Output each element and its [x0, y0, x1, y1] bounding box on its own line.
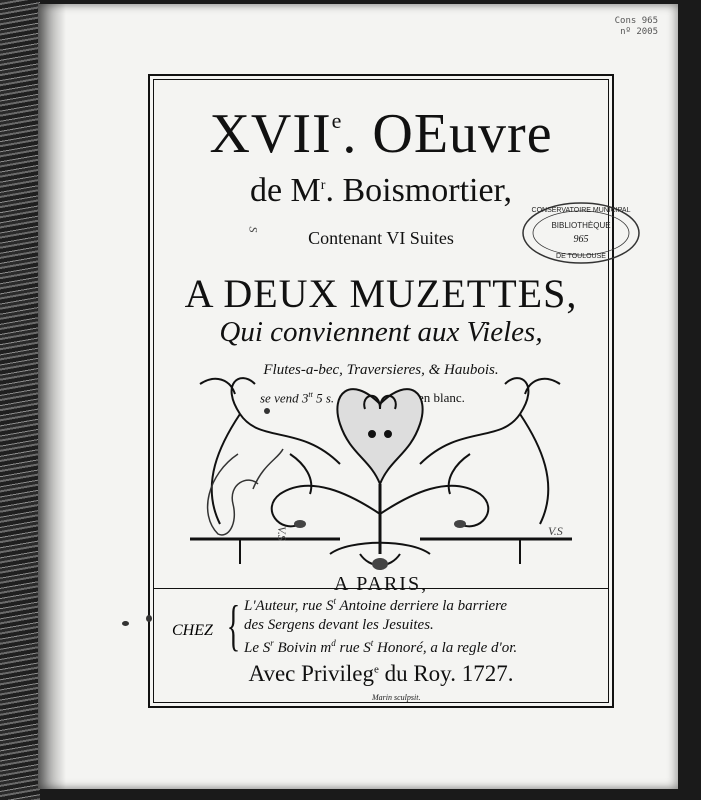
- address-1-tail: Antoine derriere la barriere: [339, 598, 508, 614]
- handwritten-signature: [198, 444, 288, 544]
- chez-label: CHEZ: [172, 622, 213, 639]
- address-3-sup2: d: [331, 638, 336, 648]
- privilege-prefix: Avec Privileg: [248, 661, 374, 686]
- stamp-number: 965: [573, 234, 589, 245]
- shelfmark: [615, 16, 658, 38]
- price-prefix: se vend 3: [260, 390, 309, 406]
- brace-glyph: {: [226, 595, 241, 657]
- price-amount: 5 s.: [316, 390, 335, 406]
- shelfmark-line-1: Cons 965: [614, 16, 658, 26]
- privilege-sup: e: [373, 663, 379, 676]
- stamp-top-text: CONSERVATOIRE MUNICIPAL: [531, 207, 631, 214]
- ink-spot: [264, 408, 270, 414]
- address-3-sup: r: [270, 638, 274, 648]
- imprint-rule: [154, 588, 608, 589]
- work-number: XVIIe. OEuvre: [209, 103, 553, 165]
- title-frame: [148, 74, 614, 708]
- spine-shadow: [38, 4, 66, 789]
- address-line-3: [244, 638, 517, 657]
- composer-line: de $M^r$. Boismortier,: [249, 172, 513, 209]
- library-stamp: [520, 200, 642, 266]
- contents-line: Contenant VI Suites: [308, 228, 454, 248]
- instrument-title: A DEUX MUZETTES,: [184, 271, 578, 316]
- address-1-sup: t: [333, 596, 336, 606]
- address-line-2: des Sergens devant les Jesuites.: [244, 617, 434, 633]
- work-number-sup: e: [331, 108, 343, 133]
- suitability-line: Qui conviennent aux Vieles,: [219, 316, 543, 348]
- book-binding: [0, 0, 40, 800]
- address-3-prefix: Le S: [244, 640, 271, 656]
- margin-mark-1: S: [246, 226, 261, 233]
- price-blanc: en blanc.: [418, 390, 465, 405]
- privilege-date: du Roy. 1727.: [384, 661, 514, 686]
- composer-prefix-sup: r: [320, 178, 326, 193]
- address-line-1: [244, 596, 507, 615]
- work-number-roman: XVII: [209, 103, 332, 165]
- work-word: OEuvre: [372, 103, 553, 165]
- address-3-sup3: t: [370, 638, 374, 648]
- privilege-line: [150, 661, 612, 687]
- address-3-end: Honoré, a la regle d'or.: [377, 640, 518, 656]
- price-sup: tt: [308, 390, 313, 399]
- address-1-prefix: L'Auteur, rue S: [244, 598, 334, 614]
- title-page: [38, 4, 678, 789]
- composer-name: Boismortier,: [342, 172, 513, 209]
- composer-prefix: de M: [249, 172, 321, 209]
- shelfmark-line-2: nº 2005: [620, 27, 658, 37]
- city-line: A PARIS,: [333, 573, 429, 595]
- margin-mark-2: V.S: [274, 526, 289, 541]
- stamp-bottom-text: DE TOULOUSE: [556, 253, 606, 260]
- address-3-tail: rue S: [339, 640, 371, 656]
- engraver-credit: Marin sculpsit.: [372, 693, 421, 702]
- instruments-list: Flutes-a-bec, Traversieres, & Haubois.: [263, 362, 499, 378]
- margin-mark-3: V.S: [548, 524, 563, 538]
- ink-spot: [146, 615, 152, 622]
- address-3-mid: Boivin m: [277, 640, 332, 656]
- price-line: [260, 390, 334, 406]
- ink-spot: [122, 621, 129, 626]
- stamp-middle-text: BIBLIOTHÈQUE: [551, 221, 611, 230]
